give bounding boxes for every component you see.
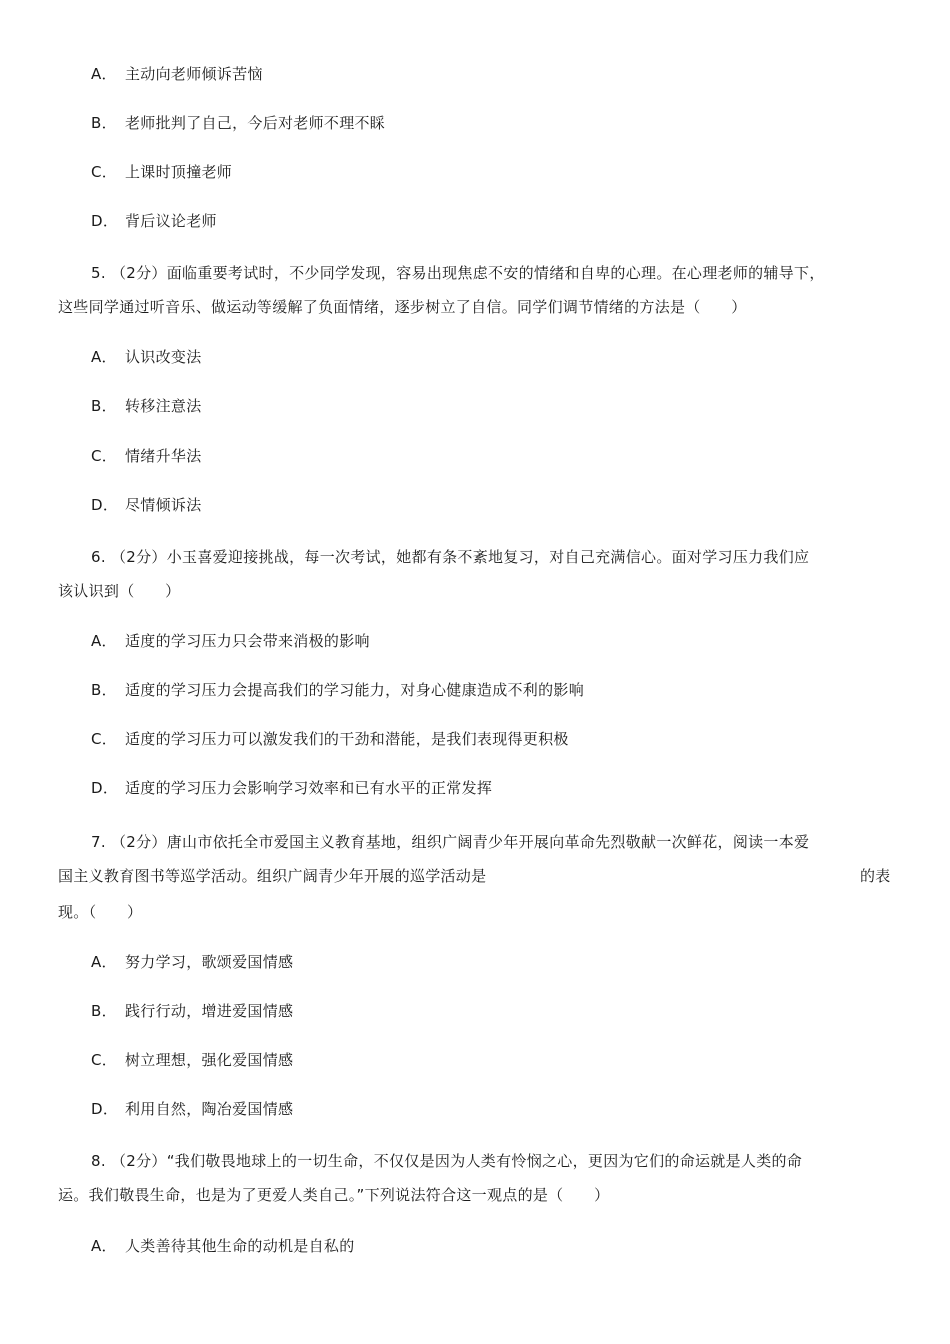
q6-stem-line-1: 6. （2分）小玉喜爱迎接挑战，每一次考试，她都有条不紊地复习，对自己充满信心。面对学习压力我们应 — [91, 548, 810, 566]
q4-option-d — [91, 211, 217, 231]
option-letter: C． — [91, 1051, 118, 1069]
option-letter: A． — [91, 348, 117, 366]
option-text: 人类善待其他生命的动机是自私的 — [125, 1237, 355, 1255]
option-text: 主动向老师倾诉苦恼 — [125, 65, 263, 83]
q7-stem-line-2-tail: 的表 — [860, 867, 891, 885]
q6-stem-line-2: 该认识到（ ） — [58, 582, 181, 600]
q5-stem-line-1: 5. （2分）面临重要考试时，不少同学发现，容易出现焦虑不安的情绪和自卑的心理。在心理老师的辅导下， — [91, 264, 825, 282]
option-letter: B． — [91, 114, 117, 132]
option-text: 上课时顶撞老师 — [125, 163, 233, 181]
q7-stem-line-2: 国主义教育图书等巡学活动。组织广阔青少年开展的巡学活动是 — [58, 867, 487, 885]
option-letter: C． — [91, 730, 118, 748]
q7-stem-line-3: 现。（ ） — [58, 903, 143, 921]
q5-option-d — [91, 495, 202, 515]
option-text: 尽情倾诉法 — [125, 496, 202, 514]
option-letter: D． — [91, 212, 119, 230]
q4-option-b — [91, 113, 385, 133]
option-letter: D． — [91, 779, 119, 797]
option-text: 利用自然，陶冶爱国情感 — [125, 1100, 294, 1118]
q5-option-c — [91, 446, 202, 466]
option-text: 践行行动，增进爱国情感 — [125, 1002, 294, 1020]
q7-option-b — [91, 1001, 293, 1021]
q4-option-c — [91, 162, 232, 182]
option-letter: C． — [91, 163, 118, 181]
q5-option-a — [91, 347, 202, 367]
option-text: 适度的学习压力可以激发我们的干劲和潜能，是我们表现得更积极 — [125, 730, 569, 748]
q4-option-a — [91, 64, 263, 84]
q8-stem-line-2: 运。我们敬畏生命，也是为了更爱人类自己。”下列说法符合这一观点的是（ ） — [58, 1186, 610, 1204]
option-letter: B． — [91, 1002, 117, 1020]
option-letter: A． — [91, 1237, 117, 1255]
q6-option-b — [91, 680, 584, 700]
q8-option-a — [91, 1236, 355, 1256]
q5-stem-line-2: 这些同学通过听音乐、做运动等缓解了负面情绪，逐步树立了自信。同学们调节情绪的方法是（ ） — [58, 298, 747, 316]
option-letter: D． — [91, 496, 119, 514]
option-letter: C． — [91, 447, 118, 465]
option-letter: D． — [91, 1100, 119, 1118]
option-text: 适度的学习压力只会带来消极的影响 — [125, 632, 370, 650]
option-text: 老师批判了自己，今后对老师不理不睬 — [125, 114, 386, 132]
q6-option-a — [91, 631, 370, 651]
q6-option-c — [91, 729, 569, 749]
q7-stem-line-1: 7. （2分）唐山市依托全市爱国主义教育基地，组织广阔青少年开展向革命先烈敬献一次鲜花，阅读一本爱 — [91, 833, 810, 851]
option-letter: A． — [91, 953, 117, 971]
option-letter: B． — [91, 397, 117, 415]
q6-option-d — [91, 778, 492, 798]
q7-option-c — [91, 1050, 293, 1070]
q8-stem-line-1: 8. （2分）“我们敬畏地球上的一切生命，不仅仅是因为人类有怜悯之心，更因为它们的命运就是人类的命 — [91, 1152, 803, 1170]
option-letter: A． — [91, 65, 117, 83]
option-text: 认识改变法 — [125, 348, 202, 366]
q7-option-d — [91, 1099, 293, 1119]
option-text: 转移注意法 — [125, 397, 202, 415]
option-text: 适度的学习压力会提高我们的学习能力，对身心健康造成不利的影响 — [125, 681, 585, 699]
option-letter: B． — [91, 681, 117, 699]
option-letter: A． — [91, 632, 117, 650]
option-text: 努力学习，歌颂爱国情感 — [125, 953, 294, 971]
q5-option-b — [91, 396, 202, 416]
option-text: 情绪升华法 — [125, 447, 202, 465]
option-text: 适度的学习压力会影响学习效率和已有水平的正常发挥 — [125, 779, 493, 797]
option-text: 背后议论老师 — [125, 212, 217, 230]
q7-option-a — [91, 952, 293, 972]
option-text: 树立理想，强化爱国情感 — [125, 1051, 294, 1069]
